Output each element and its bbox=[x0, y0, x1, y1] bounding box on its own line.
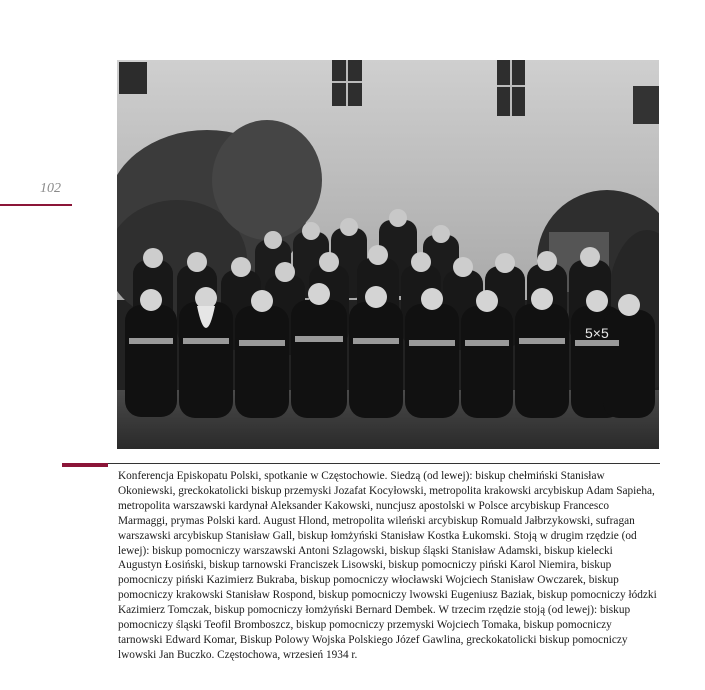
photo-caption bbox=[118, 469, 658, 663]
caption-body: Siedzą (od lewej): biskup chełmiński Stanisław Okoniewski, greckokatolicki biskup przemyski Jozafat Kocyłowski, metropolita krakowski arcybiskup Adam Sapieha, metropolita warszawski kardynał Aleksander Kakowski, nuncjusz apostolski w Polsce arcybiskup Francesco Marmaggi, prymas Polski kard. August Hlond, metropolita wileński arcybiskup Romuald Jałbrzykowski, sufragan warszawski arcybiskup Stanisław Gall, biskup łomżyński Stanisław Kostka Łukomski. Stoją w drugim rzędzie (od lewej): biskup pomocniczy warszawski Antoni Szlagowski, biskup śląski Stanisław Adamski, biskup kielecki Augustyn Łosiński, biskup tarnowski Franciszek Lisowski, biskup pomocniczy piński Karol Niemira, biskup pomocniczy piński Kazimierz Bukraba, biskup pomocniczy włocławski Wojciech Stanisław Owczarek, biskup pomocniczy krakowski Stanisław Rospond, biskup pomocniczy lwowski Eugeniusz Baziak, biskup pomocniczy łódzki Kazimierz Tomczak, biskup pomocniczy łomżyński Bernard Dembek. W trzecim rzędzie stoją (od lewej): biskup pomocniczy śląski Teofil Bromboszcz, biskup pomocniczy przemyski Wojciech Tomaka, biskup pomocniczy tarnowski Edward Komar, Biskup Polowy Wojska Polskiego Józef Gawlina, greckokatolicki biskup pomocniczy lwowski Jan Buczko. Częstochowa, wrzesień 1934 r. bbox=[118, 470, 657, 661]
caption-accent-bar bbox=[62, 463, 108, 467]
group-photograph bbox=[117, 60, 659, 449]
page-number: 102 bbox=[40, 181, 61, 196]
caption-title: Konferencja Episkopatu Polski, spotkanie w Częstochowie. bbox=[118, 470, 388, 482]
photo-marking: 5×5 bbox=[585, 325, 609, 341]
photo-illustration bbox=[117, 60, 659, 449]
caption-rule bbox=[108, 463, 660, 464]
window-left bbox=[119, 62, 147, 94]
page-number-rule bbox=[0, 204, 72, 206]
